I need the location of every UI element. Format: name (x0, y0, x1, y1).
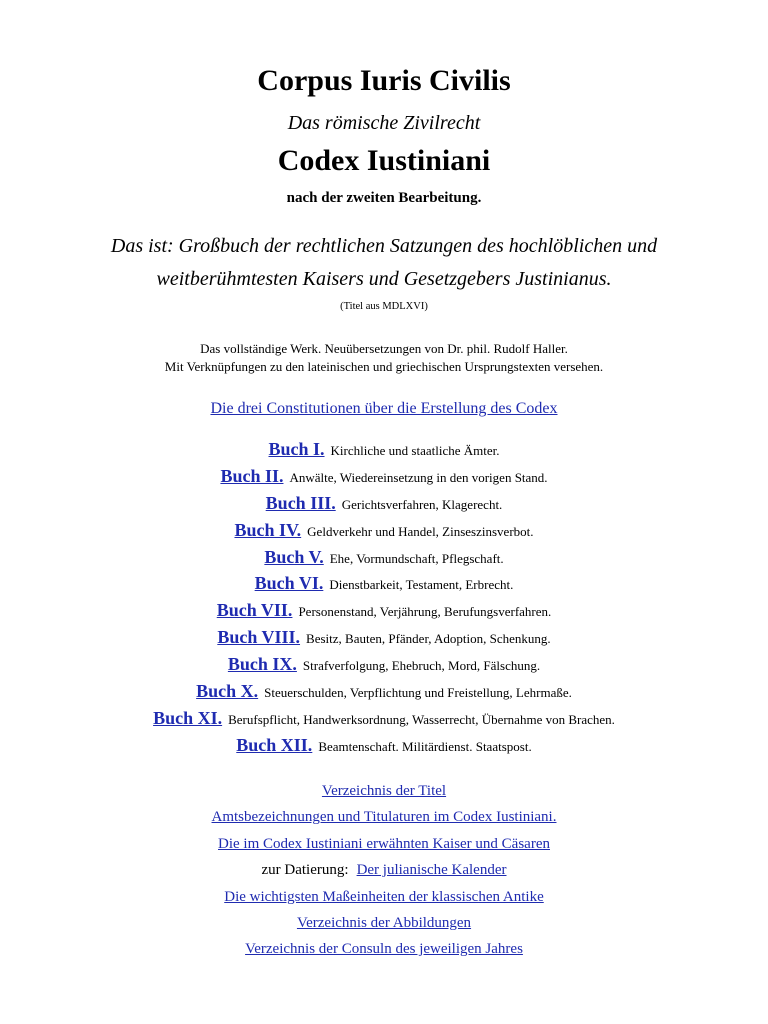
book-description: Besitz, Bauten, Pfänder, Adoption, Schenkung. (306, 631, 551, 647)
book-link-3[interactable]: Buch III. (265, 492, 336, 513)
book-link-9[interactable]: Buch IX. (227, 654, 297, 675)
index-row (0, 831, 768, 857)
book-description: Kirchliche und staatliche Ämter. (330, 443, 500, 458)
book-description: Anwälte, Wiedereinsetzung in den vorigen Stand. (289, 469, 548, 485)
book-description: Ehe, Vormundschaft, Pflegschaft. (329, 550, 504, 566)
book-row (0, 570, 768, 597)
work-description-line-2: Mit Verknüpfungen zu den lateinischen und griechischen Ursprungstexten versehen. (164, 359, 604, 374)
long-title-line-2: weitberühmtesten Kaisers und Gesetzgebers Justinianus. (156, 268, 612, 290)
book-row (0, 732, 768, 759)
book-description: Beamtenschaft. Militärdienst. Staatspost. (318, 738, 532, 754)
emperors-link[interactable]: Die im Codex Iustiniani erwähnten Kaiser und Cäsaren (218, 835, 550, 852)
book-description: Dienstbarkeit, Testament, Erbrecht. (329, 577, 514, 593)
book-description: Personenstand, Verjährung, Berufungsverfahren. (298, 604, 552, 620)
index-row (0, 936, 768, 962)
book-link-2[interactable]: Buch II. (220, 465, 284, 486)
consuls-link[interactable]: Verzeichnis der Consuln des jeweiligen Jahres (245, 941, 523, 958)
constitutions-link[interactable]: Die drei Constitutionen über die Erstellung des Codex (210, 400, 558, 417)
edition-note: (Titel aus MDLXVI) (340, 301, 428, 312)
index-row (0, 884, 768, 910)
book-link-8[interactable]: Buch VIII. (217, 627, 301, 648)
calendar-link[interactable]: Der julianische Kalender (356, 862, 507, 879)
illustrations-link[interactable]: Verzeichnis der Abbildungen (296, 914, 472, 931)
book-row (0, 517, 768, 544)
book-description: Steuerschulden, Verpflichtung und Freistellung, Lehrmaße. (264, 685, 572, 701)
long-title-line-1: Das ist: Großbuch der rechtlichen Satzungen des hochlöblichen und (110, 235, 658, 257)
book-description: Strafverfolgung, Ehebruch, Mord, Fälschung. (302, 658, 541, 674)
book-row (0, 705, 768, 732)
book-row (0, 678, 768, 705)
book-description: Geldverkehr und Handel, Zinseszinsverbot. (307, 523, 534, 539)
dating-label: zur Datierung: (261, 862, 349, 879)
book-row (0, 436, 768, 463)
book-row (0, 544, 768, 571)
units-link[interactable]: Die wichtigsten Maßeinheiten der klassischen Antike (224, 888, 544, 905)
index-row (0, 857, 768, 883)
book-link-7[interactable]: Buch VII. (216, 600, 293, 621)
work-description-line-1: Das vollständige Werk. Neuübersetzungen von Dr. phil. Rudolf Haller. (200, 341, 568, 356)
revision-note: nach der zweiten Bearbeitung. (286, 190, 482, 206)
book-row (0, 463, 768, 490)
book-link-5[interactable]: Buch V. (264, 546, 324, 567)
book-row (0, 490, 768, 517)
index-row (0, 910, 768, 936)
book-row (0, 597, 768, 624)
constitutions-row (0, 400, 768, 418)
page-title: Corpus Iuris Civilis (257, 64, 511, 97)
book-link-10[interactable]: Buch X. (196, 681, 259, 702)
book-link-4[interactable]: Buch IV. (234, 519, 302, 540)
book-link-11[interactable]: Buch XI. (153, 707, 223, 728)
book-link-1[interactable]: Buch I. (268, 439, 325, 459)
long-title (0, 230, 768, 296)
book-link-6[interactable]: Buch VI. (254, 573, 324, 594)
index-row (0, 778, 768, 804)
book-row (0, 651, 768, 678)
book-description: Berufspflicht, Handwerksordnung, Wasserrecht, Übernahme von Brachen. (228, 711, 615, 727)
work-description (0, 340, 768, 376)
book-row (0, 624, 768, 651)
book-description: Gerichtsverfahren, Klagerecht. (341, 496, 503, 512)
page-subtitle: Das römische Zivilrecht (287, 112, 481, 134)
codex-title: Codex Iustiniani (277, 144, 491, 177)
official-titles-link[interactable]: Amtsbezeichnungen und Titulaturen im Codex Iustiniani. (211, 809, 557, 826)
book-link-12[interactable]: Buch XII. (236, 734, 313, 755)
index-links (0, 778, 768, 963)
titles-index-link[interactable]: Verzeichnis der Titel (321, 783, 447, 799)
index-row (0, 804, 768, 830)
book-list (0, 436, 768, 759)
